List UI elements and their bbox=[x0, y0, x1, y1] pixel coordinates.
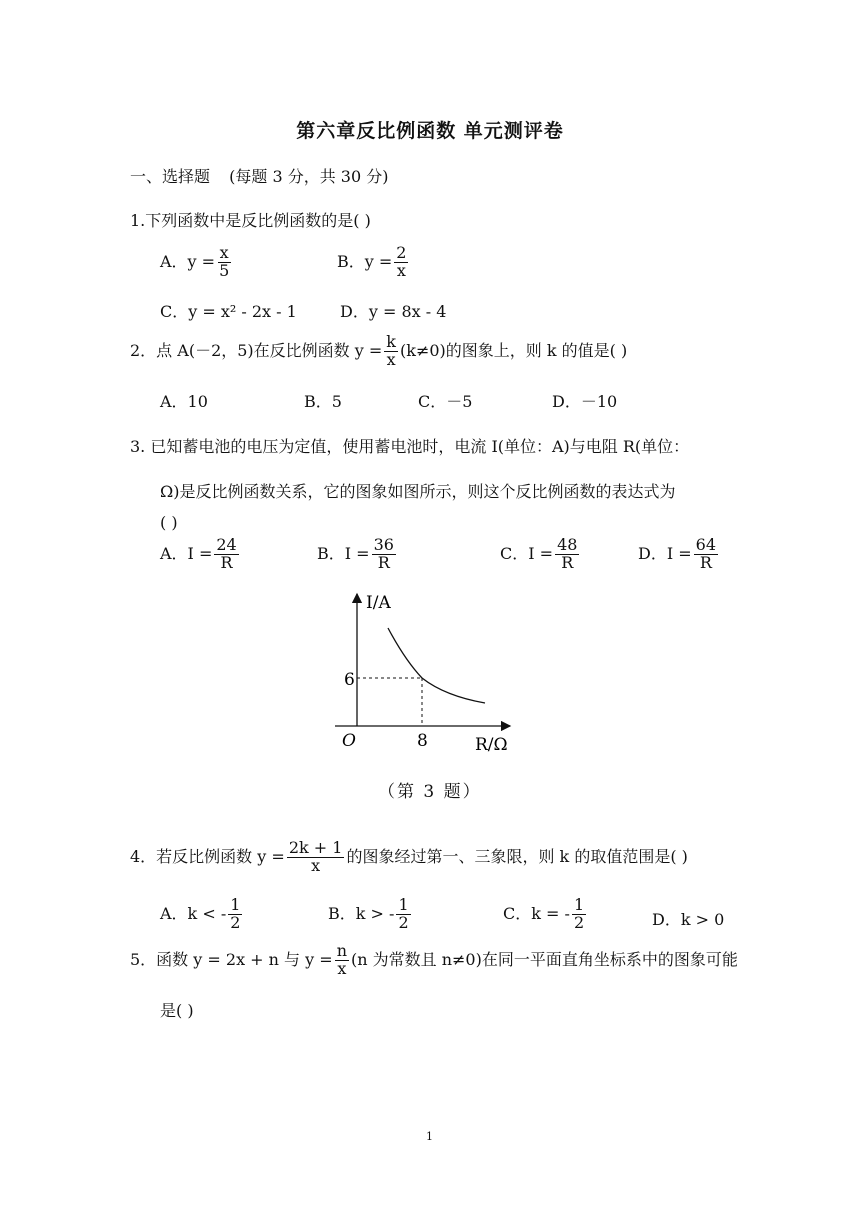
question-4-stem: 4．若反比例函数 y = $\frac{2k + 1}{x}$ 的图象经过第一、三象限，则 k 的取值范围是( ) bbox=[130, 838, 688, 875]
q3-option-b: B．I = $\frac{36}{R}$ bbox=[317, 535, 394, 572]
question-5-stem: 5．函数 y = 2x + n 与 y = $\frac{n}{x}$ (n 为常数且 n≠0)在同一平面直角坐标系中的图象可能 bbox=[130, 941, 738, 978]
question-5-line-2: 是( ) bbox=[160, 1001, 194, 1020]
q3-graph bbox=[330, 588, 530, 758]
q2-option-b: B．5 bbox=[304, 392, 342, 411]
page-number: 1 bbox=[426, 1130, 433, 1143]
origin-label: O bbox=[342, 731, 356, 751]
q3-option-c: C．I = $\frac{48}{R}$ bbox=[500, 535, 578, 572]
q1-option-c: C．y = x² - 2x - 1 bbox=[160, 302, 297, 321]
q1-option-a: A．y = $\frac{x}{5}$ bbox=[160, 243, 230, 280]
y-tick-label: 6 bbox=[344, 670, 355, 690]
x-tick-label: 8 bbox=[417, 731, 428, 751]
question-1-stem: 1.下列函数中是反比例函数的是( ) bbox=[130, 211, 371, 230]
question-3-line-2: Ω)是反比例函数关系，它的图象如图所示，则这个反比例函数的表达式为 bbox=[160, 482, 676, 501]
q2-option-c: C．－5 bbox=[418, 392, 473, 411]
figure-caption: （第 3 题） bbox=[378, 782, 482, 802]
section-title: 一、选择题 bbox=[130, 167, 211, 186]
q3-option-a: A．I = $\frac{24}{R}$ bbox=[160, 535, 237, 572]
q1-option-b: B．y = $\frac{2}{x}$ bbox=[337, 243, 407, 280]
section-note: (每题 3 分，共 30 分) bbox=[229, 167, 389, 186]
q4-option-d: D．k > 0 bbox=[652, 910, 725, 929]
q1-option-d: D．y = 8x - 4 bbox=[340, 302, 447, 321]
question-3-line-3: ( ) bbox=[160, 513, 178, 532]
q4-option-b: B．k > - $\frac{1}{2}$ bbox=[328, 895, 409, 932]
y-axis-label: I/A bbox=[366, 593, 391, 613]
x-axis-label: R/Ω bbox=[475, 735, 508, 755]
question-3-line-1: 3. 已知蓄电池的电压为定值，使用蓄电池时，电流 I(单位：A)与电阻 R(单位： bbox=[130, 437, 690, 456]
hyperbola-curve bbox=[388, 628, 485, 703]
q2-option-a: A．10 bbox=[160, 392, 208, 411]
page-title: 第六章反比例函数 单元测评卷 bbox=[296, 120, 564, 142]
q4-option-a: A．k < - $\frac{1}{2}$ bbox=[160, 895, 241, 932]
question-2-stem: 2．点 A(－2，5)在反比例函数 y = $\frac{k}{x}$ (k≠0)的图象上，则 k 的值是( ) bbox=[130, 332, 628, 369]
q3-option-d: D．I = $\frac{64}{R}$ bbox=[638, 535, 717, 572]
q4-option-c: C．k = - $\frac{1}{2}$ bbox=[503, 895, 585, 932]
section-heading bbox=[130, 164, 388, 187]
q2-option-d: D．－10 bbox=[552, 392, 618, 411]
